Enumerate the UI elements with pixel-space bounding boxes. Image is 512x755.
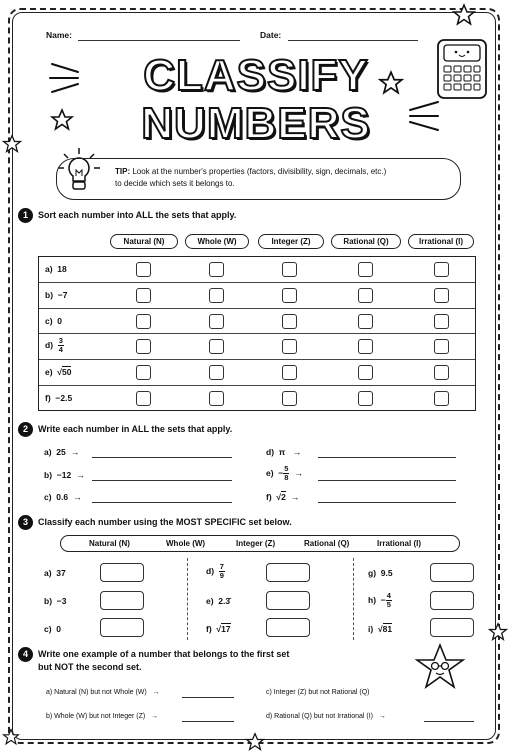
- checkbox[interactable]: [136, 314, 151, 329]
- checkbox[interactable]: [136, 391, 151, 406]
- row-label: a) 18: [45, 264, 67, 274]
- checkbox[interactable]: [136, 288, 151, 303]
- table-row: [39, 360, 475, 386]
- tip-text-line-2: to decide which sets it belongs to.: [115, 179, 235, 188]
- item-b: b) −3: [44, 596, 67, 606]
- tip-text: [115, 166, 435, 190]
- checkbox[interactable]: [209, 262, 224, 277]
- question-4-text-line-1: Write one example of a number that belongs to the first set: [38, 649, 290, 659]
- row-label: f) −2.5: [45, 393, 73, 403]
- item-a: a) Natural (N) but not Whole (W) →: [46, 689, 160, 696]
- item-f: f) √2 →: [266, 492, 300, 502]
- divider: [187, 558, 188, 640]
- row-label: b) −7: [45, 289, 68, 300]
- answer-box[interactable]: [266, 591, 310, 610]
- answer-box[interactable]: [430, 591, 474, 610]
- checkbox[interactable]: [358, 365, 373, 380]
- item-c: c) 0: [44, 624, 62, 634]
- checkbox[interactable]: [209, 365, 224, 380]
- answer-line[interactable]: [92, 502, 232, 503]
- answer-box[interactable]: [100, 618, 144, 637]
- item-g: g) 9.5: [368, 568, 393, 578]
- answer-line[interactable]: [318, 457, 456, 458]
- fraction: $\frac{5}{8}$: [284, 464, 289, 482]
- answer-box[interactable]: [430, 563, 474, 582]
- column-header-integer: Integer (Z): [258, 234, 324, 249]
- checkbox[interactable]: [358, 288, 373, 303]
- answer-box[interactable]: [430, 618, 474, 637]
- item-a: a) 37: [44, 568, 66, 578]
- star-icon: [2, 728, 20, 746]
- item-e: e) 2.3̄: [206, 596, 231, 606]
- item-f: f) √17: [206, 624, 231, 634]
- checkbox[interactable]: [136, 262, 151, 277]
- answer-line[interactable]: [182, 697, 234, 698]
- checkbox[interactable]: [282, 391, 297, 406]
- set-option: Natural (N): [89, 539, 130, 548]
- table-row: [39, 334, 475, 360]
- answer-box[interactable]: [100, 591, 144, 610]
- checkbox[interactable]: [282, 288, 297, 303]
- item-b: b) −12 →: [44, 470, 85, 480]
- sparkle-lines-icon: [48, 60, 88, 96]
- table-row: [39, 309, 475, 335]
- checkbox[interactable]: [434, 391, 449, 406]
- checkbox[interactable]: [358, 314, 373, 329]
- checkbox[interactable]: [209, 314, 224, 329]
- fraction: $\frac{3}{4}$: [58, 336, 63, 355]
- title-line-2: NUMBERS: [141, 99, 371, 148]
- item-e: e) − $\frac{5}{8}$ →: [266, 464, 304, 482]
- item-h: h) − $\frac{4}{5}$: [368, 591, 391, 609]
- set-option: Whole (W): [166, 539, 206, 548]
- star-icon: [2, 134, 22, 154]
- checkbox[interactable]: [136, 365, 151, 380]
- set-option: Irrational (I): [377, 539, 422, 548]
- item-b: b) Whole (W) but not Integer (Z) →: [46, 713, 159, 720]
- sparkle-lines-icon: [402, 98, 442, 134]
- question-number-4: 4: [18, 647, 33, 662]
- star-with-glasses-icon: [412, 642, 468, 694]
- tip-label: TIP:: [115, 167, 131, 176]
- question-1-text: Sort each number into ALL the sets that apply.: [38, 210, 237, 220]
- answer-box[interactable]: [100, 563, 144, 582]
- answer-line[interactable]: [92, 480, 232, 481]
- title-line-1: CLASSIFY: [143, 51, 369, 100]
- answer-line[interactable]: [424, 721, 474, 722]
- tip-box: [56, 158, 461, 200]
- star-icon: [452, 3, 476, 27]
- set-option: Rational (Q): [304, 539, 350, 548]
- set-options-bar: [60, 535, 460, 552]
- star-icon: [488, 622, 508, 642]
- checkbox[interactable]: [434, 365, 449, 380]
- star-icon: [50, 108, 74, 132]
- answer-line[interactable]: [318, 480, 456, 481]
- checkbox[interactable]: [282, 314, 297, 329]
- question-3-text: Classify each number using the MOST SPECIFIC set below.: [38, 517, 292, 527]
- question-number-2: 2: [18, 422, 33, 437]
- question-number-3: 3: [18, 515, 33, 530]
- star-icon: [245, 732, 265, 752]
- fraction: $\frac{7}{9}$: [219, 562, 224, 580]
- checkbox[interactable]: [358, 391, 373, 406]
- answer-box[interactable]: [266, 618, 310, 637]
- calculator-icon: [436, 38, 488, 100]
- row-label: e) √50: [45, 367, 72, 378]
- item-d: d) $\frac{7}{9}$: [206, 562, 224, 580]
- date-field[interactable]: [288, 40, 418, 41]
- set-option: Integer (Z): [236, 539, 276, 548]
- tip-text-line-1: Look at the number's properties (factors, divisibility, sign, decimals, etc.): [130, 167, 387, 176]
- classification-table: [38, 256, 476, 411]
- checkbox[interactable]: [282, 262, 297, 277]
- checkbox[interactable]: [209, 391, 224, 406]
- table-row: [39, 283, 475, 309]
- checkbox[interactable]: [209, 339, 224, 354]
- checkbox[interactable]: [434, 288, 449, 303]
- checkbox[interactable]: [282, 365, 297, 380]
- item-i: i) √81: [368, 624, 393, 634]
- checkbox[interactable]: [136, 339, 151, 354]
- answer-line[interactable]: [92, 457, 232, 458]
- column-header-whole: Whole (W): [185, 234, 249, 249]
- item-a: a) 25 →: [44, 447, 80, 457]
- checkbox[interactable]: [358, 262, 373, 277]
- row-label: d) $\frac{3}{4}$: [45, 336, 63, 355]
- checkbox[interactable]: [282, 339, 297, 354]
- question-2-text: Write each number in ALL the sets that apply.: [38, 424, 233, 434]
- answer-line[interactable]: [182, 721, 234, 722]
- name-field[interactable]: [78, 40, 240, 41]
- divider: [353, 558, 354, 640]
- item-d: d) π →: [266, 447, 302, 457]
- item-c: c) 0.6 →: [44, 492, 82, 502]
- column-header-irrational: Irrational (I): [408, 234, 474, 249]
- question-4-text-line-2: but NOT the second set.: [38, 662, 142, 672]
- checkbox[interactable]: [209, 288, 224, 303]
- item-c: c) Integer (Z) but not Rational (Q): [266, 689, 370, 696]
- fraction: $\frac{4}{5}$: [386, 591, 391, 609]
- column-header-natural: Natural (N): [110, 234, 178, 249]
- item-d: d) Rational (Q) but not Irrational (I) →: [266, 713, 386, 720]
- column-header-rational: Rational (Q): [331, 234, 401, 249]
- star-icon: [378, 70, 404, 96]
- table-row: [39, 257, 475, 283]
- checkbox[interactable]: [434, 314, 449, 329]
- answer-line[interactable]: [318, 502, 456, 503]
- row-label: c) 0: [45, 315, 63, 326]
- name-label: Name:: [46, 30, 72, 40]
- checkbox[interactable]: [358, 339, 373, 354]
- checkbox[interactable]: [434, 262, 449, 277]
- date-label: Date:: [260, 30, 282, 40]
- question-number-1: 1: [18, 208, 33, 223]
- checkbox[interactable]: [434, 339, 449, 354]
- table-row: [39, 386, 475, 412]
- answer-box[interactable]: [266, 563, 310, 582]
